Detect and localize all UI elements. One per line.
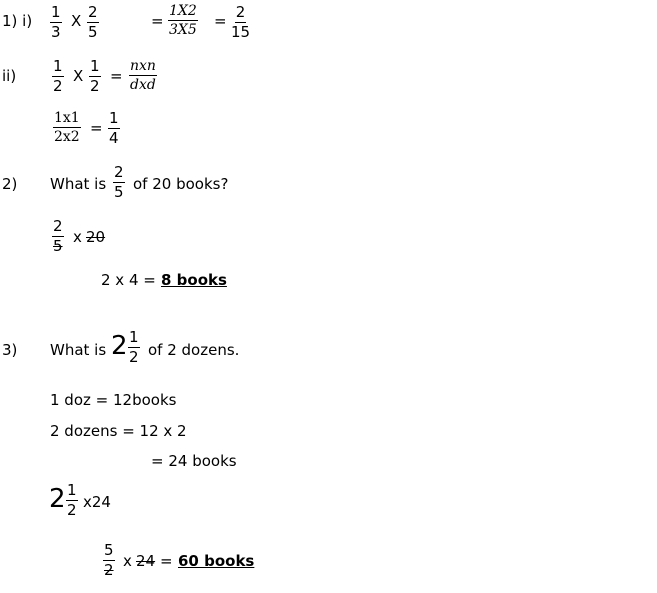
q3-line-2: 2 dozens = 12 x 2 <box>50 422 187 440</box>
numerator: 1 <box>109 109 119 127</box>
q2-work-fraction <box>52 219 64 254</box>
denominator: 2 <box>90 77 100 95</box>
q3-mixed2-fraction <box>66 483 78 518</box>
denominator: 15 <box>231 23 251 41</box>
numerator: 2 <box>88 3 98 21</box>
denominator: 2 <box>53 77 63 95</box>
numerator: 1 <box>90 57 100 75</box>
q1-i-fraction-2 <box>87 5 99 40</box>
q2-label: 2) <box>2 175 18 193</box>
q1-i-fraction-3 <box>168 4 198 37</box>
q1-i-equals-2: = <box>214 12 227 30</box>
q1-i-fraction-4 <box>231 5 250 40</box>
numerator: 1 <box>129 328 139 346</box>
denominator: 4 <box>109 129 119 147</box>
numerator: 1 <box>51 3 61 21</box>
q3-line-3: = 24 books <box>151 452 237 470</box>
q1-i-times: X <box>71 12 82 30</box>
q2-fraction <box>113 165 125 200</box>
denominator: 2x2 <box>54 129 80 145</box>
q1-i-equals-1: = <box>151 12 164 30</box>
q1-ii-fraction-2 <box>89 59 101 94</box>
denominator: 5 <box>88 23 98 41</box>
q3-answer: 60 books <box>178 552 255 570</box>
denominator: 2 <box>67 501 77 519</box>
q3-question-pre: What is <box>50 341 107 359</box>
q3-mixed2-tail: x24 <box>83 493 111 511</box>
numerator: 1 <box>53 57 63 75</box>
q3-final-fraction <box>103 543 115 578</box>
q2-question-post: of 20 books? <box>133 175 229 193</box>
q1-label: 1) i) <box>2 12 33 30</box>
numerator: 2 <box>235 3 246 21</box>
q2-work-times: x <box>73 228 82 246</box>
q1-ii-equals-1: = <box>110 67 123 85</box>
q2-question-pre: What is <box>50 175 107 193</box>
q2-result-expression: 2 x 4 = <box>101 271 156 289</box>
q1-ii-times: X <box>73 67 84 85</box>
q3-mixed2-whole: 2 <box>49 484 66 514</box>
numerator: 2 <box>114 163 124 181</box>
q1-ii-fraction-3 <box>129 59 157 92</box>
denominator: 3 <box>51 23 61 41</box>
q3-final-times: x <box>123 552 132 570</box>
q3-final-equals: = <box>160 552 173 570</box>
q3-label: 3) <box>2 341 18 359</box>
q2-answer: 8 books <box>161 271 227 289</box>
q1-ii-fraction-1 <box>52 59 64 94</box>
denominator-struck: 5 <box>53 237 63 255</box>
numerator: 1x1 <box>54 110 80 126</box>
denominator-struck: 2 <box>104 561 114 579</box>
q3-question-post: of 2 dozens. <box>148 341 240 359</box>
denominator: 2 <box>129 348 139 366</box>
q1-ii-equals-2: = <box>90 119 103 137</box>
q3-mixed-fraction <box>128 330 140 365</box>
q1-i-fraction-1 <box>50 5 62 40</box>
denominator: 3X5 <box>169 22 197 38</box>
q3-line-1: 1 doz = 12books <box>50 391 177 409</box>
q1-ii-label: ii) <box>2 67 17 85</box>
q2-work-struck-value: 20 <box>86 228 106 246</box>
numerator: nxn <box>130 58 156 74</box>
q3-final-struck-value: 24 <box>136 552 156 570</box>
numerator: 5 <box>104 541 114 559</box>
numerator: 2 <box>53 217 63 235</box>
q1-ii-fraction-5 <box>108 111 120 146</box>
denominator: dxd <box>130 77 156 93</box>
q3-mixed-whole: 2 <box>111 331 128 361</box>
q1-ii-fraction-4 <box>53 111 81 144</box>
numerator: 1X2 <box>169 3 197 19</box>
numerator: 1 <box>67 481 77 499</box>
denominator: 5 <box>114 183 124 201</box>
